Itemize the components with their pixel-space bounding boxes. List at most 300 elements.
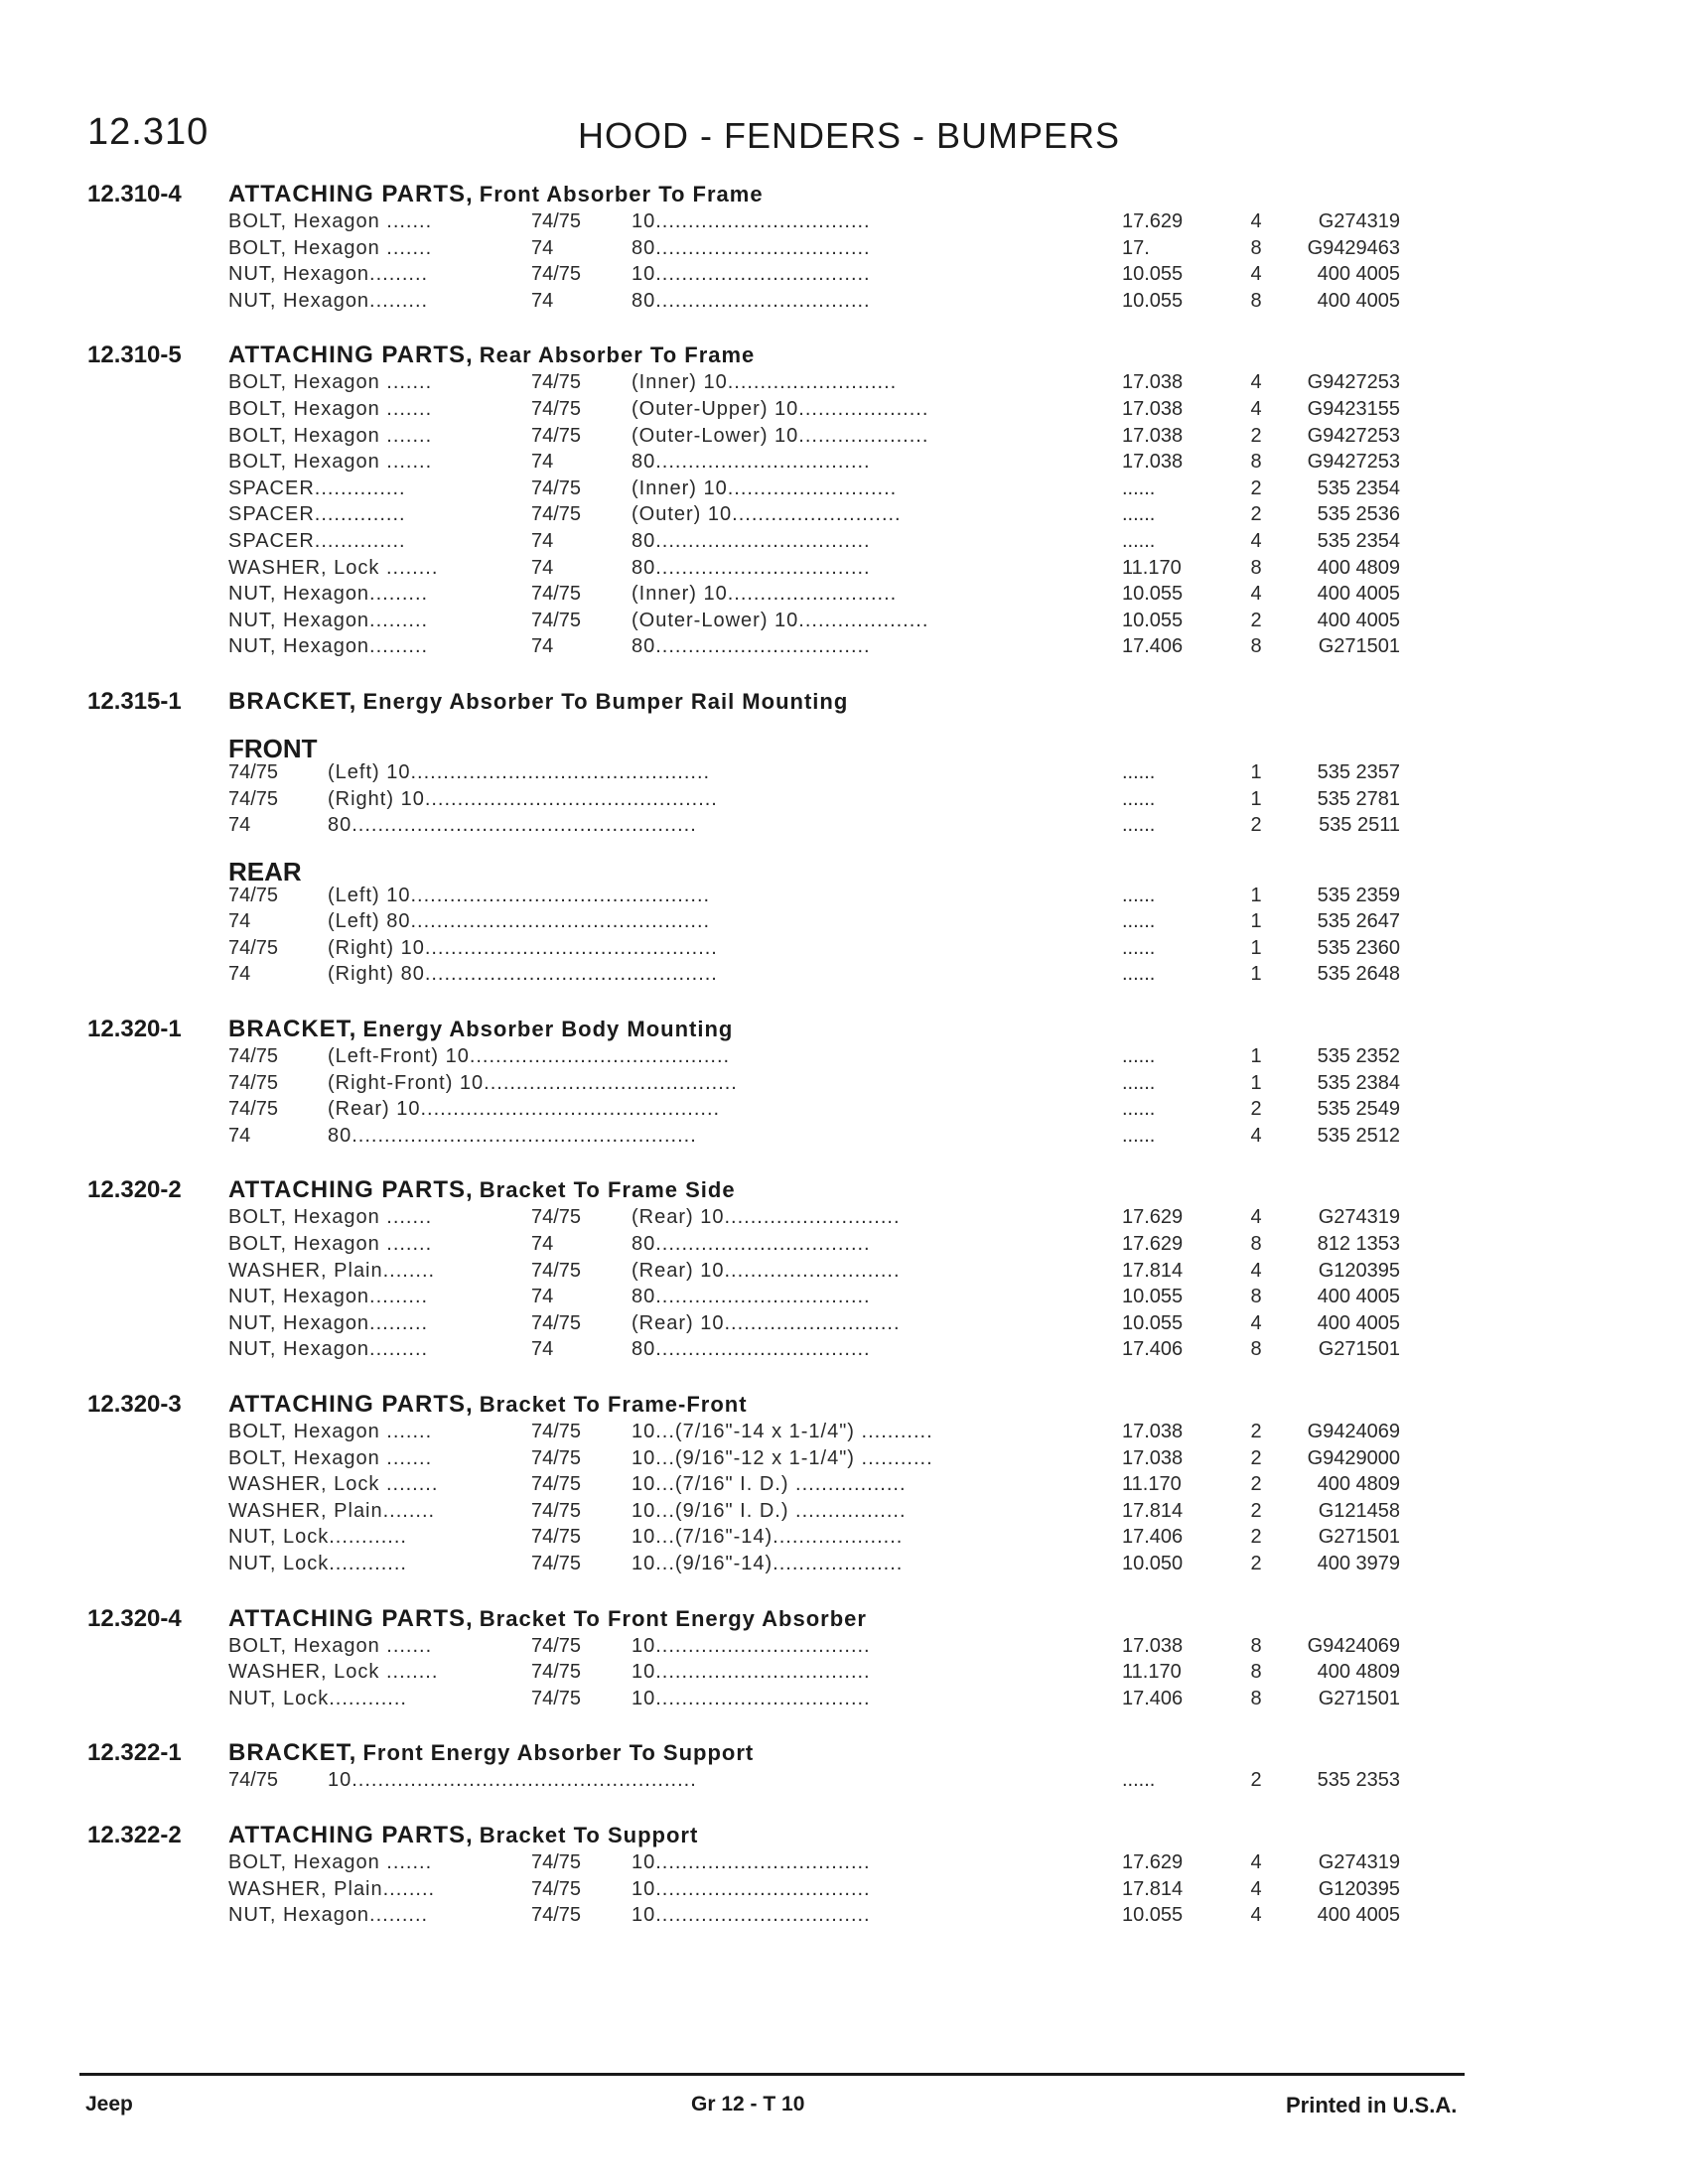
parts-row bbox=[0, 263, 1688, 290]
part-description: 80................................. bbox=[632, 1233, 871, 1256]
part-description: (Outer-Lower) 10.................... bbox=[632, 609, 929, 631]
parts-section bbox=[0, 1016, 1688, 1151]
section-number: 12.315-1 bbox=[87, 687, 182, 715]
section-title bbox=[228, 1176, 736, 1204]
quantity: 1 bbox=[1250, 760, 1262, 783]
part-name: BOLT, Hexagon ....... bbox=[228, 451, 433, 474]
catalog-number: 17.814 bbox=[1122, 1877, 1184, 1900]
parts-row bbox=[0, 1904, 1688, 1931]
part-description: 10................................. bbox=[632, 210, 871, 232]
section-header bbox=[0, 1176, 1688, 1206]
part-number: 535 2359 bbox=[1317, 884, 1400, 906]
quantity: 4 bbox=[1250, 210, 1262, 232]
parts-section bbox=[0, 181, 1688, 316]
model-year: 74/75 bbox=[531, 210, 582, 232]
parts-section bbox=[0, 1176, 1688, 1365]
catalog-number: ...... bbox=[1122, 503, 1156, 526]
section-title-bold: ATTACHING PARTS, bbox=[228, 1604, 474, 1632]
catalog-number: ...... bbox=[1122, 963, 1156, 986]
quantity: 2 bbox=[1250, 1526, 1262, 1549]
part-description: (Inner) 10.......................... bbox=[632, 371, 898, 394]
part-number: 400 4809 bbox=[1317, 1661, 1400, 1684]
part-description: 10................................. bbox=[632, 263, 871, 286]
part-name: BOLT, Hexagon ....... bbox=[228, 397, 433, 420]
parts-row bbox=[0, 937, 1688, 964]
part-description: (Rear) 10........................... bbox=[632, 1311, 901, 1334]
part-description: 10...(9/16"-12 x 1-1/4") ........... bbox=[632, 1446, 933, 1469]
section-number: 12.310-5 bbox=[87, 341, 182, 369]
section-title-bold: BRACKET, bbox=[228, 1016, 357, 1043]
part-number: G9423155 bbox=[1307, 397, 1400, 420]
catalog-number: 10.055 bbox=[1122, 1311, 1184, 1334]
model-year: 74/75 bbox=[228, 787, 279, 810]
model-year: 74/75 bbox=[531, 424, 582, 447]
model-year: 74 bbox=[531, 635, 554, 658]
page-title: HOOD - FENDERS - BUMPERS bbox=[577, 115, 1121, 156]
quantity: 4 bbox=[1250, 1259, 1262, 1282]
model-year: 74/75 bbox=[531, 1526, 582, 1549]
part-number: 535 2352 bbox=[1317, 1045, 1400, 1068]
parts-row bbox=[0, 963, 1688, 990]
part-name: NUT, Hexagon......... bbox=[228, 1311, 429, 1334]
quantity: 8 bbox=[1250, 1338, 1262, 1361]
model-year: 74 bbox=[531, 1286, 554, 1308]
model-year: 74/75 bbox=[531, 1446, 582, 1469]
quantity: 2 bbox=[1250, 1499, 1262, 1522]
quantity: 1 bbox=[1250, 884, 1262, 906]
model-year: 74/75 bbox=[531, 1206, 582, 1229]
part-number: G9427253 bbox=[1307, 371, 1400, 394]
parts-row bbox=[0, 1500, 1688, 1527]
section-title-bold: ATTACHING PARTS, bbox=[228, 1391, 474, 1418]
part-description: 10................................. bbox=[632, 1850, 871, 1873]
quantity: 8 bbox=[1250, 556, 1262, 579]
page-number: 12.310 bbox=[87, 111, 210, 153]
subgroup-label-text: FRONT bbox=[228, 733, 318, 763]
parts-row bbox=[0, 557, 1688, 584]
part-description: 10..................................................... bbox=[328, 1769, 697, 1792]
parts-row bbox=[0, 290, 1688, 317]
section-header bbox=[0, 1822, 1688, 1851]
part-name: BOLT, Hexagon ....... bbox=[228, 236, 433, 259]
part-description: 10...(9/16" I. D.) ................. bbox=[632, 1499, 907, 1522]
section-title-rest: Front Energy Absorber To Support bbox=[362, 1740, 755, 1766]
quantity: 2 bbox=[1250, 609, 1262, 631]
part-number: 400 4005 bbox=[1317, 609, 1400, 631]
model-year: 74/75 bbox=[228, 1071, 279, 1094]
quantity: 2 bbox=[1250, 424, 1262, 447]
part-description: (Outer-Lower) 10.................... bbox=[632, 424, 929, 447]
part-number: 400 4005 bbox=[1317, 1311, 1400, 1334]
parts-list bbox=[0, 181, 1688, 1957]
parts-row bbox=[0, 1206, 1688, 1233]
part-description: (Inner) 10.......................... bbox=[632, 583, 898, 606]
catalog-number: ...... bbox=[1122, 1045, 1156, 1068]
catalog-number: 17.629 bbox=[1122, 1206, 1184, 1229]
part-number: G120395 bbox=[1318, 1259, 1400, 1282]
parts-row bbox=[0, 451, 1688, 478]
part-name: SPACER.............. bbox=[228, 503, 406, 526]
model-year: 74/75 bbox=[531, 1634, 582, 1657]
part-number: 535 2384 bbox=[1317, 1071, 1400, 1094]
section-number: 12.320-3 bbox=[87, 1391, 182, 1418]
part-description: 80................................. bbox=[632, 236, 871, 259]
parts-row bbox=[0, 1260, 1688, 1287]
parts-row bbox=[0, 1473, 1688, 1500]
part-name: WASHER, Plain........ bbox=[228, 1259, 436, 1282]
part-name: BOLT, Hexagon ....... bbox=[228, 1446, 433, 1469]
section-title bbox=[228, 1391, 748, 1419]
subgroup-label bbox=[0, 855, 1688, 885]
part-description: 80................................. bbox=[632, 451, 871, 474]
model-year: 74/75 bbox=[531, 1850, 582, 1873]
section-title-bold: ATTACHING PARTS, bbox=[228, 1176, 474, 1204]
quantity: 2 bbox=[1250, 1421, 1262, 1442]
part-name: BOLT, Hexagon ....... bbox=[228, 1233, 433, 1256]
part-number: G9427253 bbox=[1307, 451, 1400, 474]
catalog-number: 11.170 bbox=[1122, 1661, 1182, 1684]
part-description: 10................................. bbox=[632, 1661, 871, 1684]
part-description: (Right-Front) 10....................................... bbox=[328, 1071, 738, 1094]
model-year: 74/75 bbox=[531, 371, 582, 394]
part-name: WASHER, Lock ........ bbox=[228, 1661, 439, 1684]
part-name: BOLT, Hexagon ....... bbox=[228, 1634, 433, 1657]
quantity: 4 bbox=[1250, 583, 1262, 606]
section-title-bold: ATTACHING PARTS, bbox=[228, 1821, 474, 1848]
quantity: 4 bbox=[1250, 1877, 1262, 1900]
parts-row bbox=[0, 1338, 1688, 1365]
section-title bbox=[228, 1739, 754, 1767]
model-year: 74/75 bbox=[531, 1877, 582, 1900]
parts-row bbox=[0, 1098, 1688, 1125]
model-year: 74/75 bbox=[531, 1687, 582, 1709]
model-year: 74/75 bbox=[228, 1769, 279, 1792]
quantity: 8 bbox=[1250, 1661, 1262, 1684]
parts-row bbox=[0, 910, 1688, 937]
parts-row bbox=[0, 1312, 1688, 1339]
catalog-number: 17.406 bbox=[1122, 1526, 1184, 1549]
parts-row bbox=[0, 1878, 1688, 1905]
model-year: 74 bbox=[531, 1338, 554, 1361]
parts-row bbox=[0, 503, 1688, 530]
model-year: 74/75 bbox=[228, 1045, 279, 1068]
model-year: 74/75 bbox=[531, 503, 582, 526]
parts-row bbox=[0, 885, 1688, 911]
part-description: (Right) 10............................................. bbox=[328, 936, 718, 959]
part-number: G274319 bbox=[1318, 1206, 1400, 1229]
section-title-rest: Energy Absorber Body Mounting bbox=[362, 1017, 734, 1042]
model-year: 74/75 bbox=[531, 583, 582, 606]
part-name: NUT, Hexagon......... bbox=[228, 289, 429, 312]
catalog-number: 17.038 bbox=[1122, 371, 1184, 394]
part-number: G121458 bbox=[1318, 1499, 1400, 1522]
part-description: (Left-Front) 10........................................ bbox=[328, 1045, 731, 1068]
section-header bbox=[0, 688, 1688, 718]
section-title-bold: ATTACHING PARTS, bbox=[228, 341, 474, 369]
part-number: G271501 bbox=[1318, 1526, 1400, 1549]
catalog-number: 10.055 bbox=[1122, 583, 1184, 606]
quantity: 2 bbox=[1250, 814, 1262, 837]
part-description: 10................................. bbox=[632, 1904, 871, 1927]
catalog-number: 17.038 bbox=[1122, 1634, 1184, 1657]
catalog-number: 11.170 bbox=[1122, 556, 1182, 579]
part-name: NUT, Hexagon......... bbox=[228, 609, 429, 631]
part-description: (Rear) 10.............................................. bbox=[328, 1098, 721, 1121]
part-number: 400 4809 bbox=[1317, 1473, 1400, 1496]
section-header bbox=[0, 341, 1688, 371]
quantity: 2 bbox=[1250, 503, 1262, 526]
quantity: 8 bbox=[1250, 1286, 1262, 1308]
quantity: 8 bbox=[1250, 1233, 1262, 1256]
catalog-number: 17.629 bbox=[1122, 1233, 1184, 1256]
parts-row bbox=[0, 237, 1688, 264]
section-header bbox=[0, 1391, 1688, 1421]
part-number: G9429463 bbox=[1307, 236, 1400, 259]
parts-row bbox=[0, 1072, 1688, 1099]
part-number: 535 2781 bbox=[1317, 787, 1400, 810]
parts-row bbox=[0, 1421, 1688, 1447]
catalog-number: 17.814 bbox=[1122, 1499, 1184, 1522]
catalog-number: 17.406 bbox=[1122, 1687, 1184, 1709]
part-number: 400 4005 bbox=[1317, 583, 1400, 606]
part-number: G274319 bbox=[1318, 1850, 1400, 1873]
part-name: BOLT, Hexagon ....... bbox=[228, 1421, 433, 1442]
catalog-number: 17.406 bbox=[1122, 635, 1184, 658]
quantity: 2 bbox=[1250, 1473, 1262, 1496]
model-year: 74 bbox=[228, 910, 251, 933]
catalog-number: ...... bbox=[1122, 884, 1156, 906]
parts-row bbox=[0, 814, 1688, 841]
part-number: 400 4005 bbox=[1317, 289, 1400, 312]
quantity: 4 bbox=[1250, 529, 1262, 552]
catalog-number: 17.629 bbox=[1122, 1850, 1184, 1873]
quantity: 4 bbox=[1250, 263, 1262, 286]
section-header bbox=[0, 1739, 1688, 1769]
section-header bbox=[0, 1016, 1688, 1045]
model-year: 74 bbox=[531, 1233, 554, 1256]
part-description: (Left) 10.............................................. bbox=[328, 884, 711, 906]
section-title bbox=[228, 1822, 698, 1849]
part-number: G9424069 bbox=[1307, 1634, 1400, 1657]
footer-rule bbox=[79, 2073, 1465, 2076]
model-year: 74 bbox=[228, 963, 251, 986]
section-number: 12.310-4 bbox=[87, 181, 182, 207]
section-title-rest: Energy Absorber To Bumper Rail Mounting bbox=[362, 688, 849, 714]
quantity: 1 bbox=[1250, 910, 1262, 933]
quantity: 1 bbox=[1250, 936, 1262, 959]
part-number: 400 4809 bbox=[1317, 556, 1400, 579]
parts-row bbox=[0, 761, 1688, 788]
part-number: 535 2549 bbox=[1317, 1098, 1400, 1121]
part-number: G9424069 bbox=[1307, 1421, 1400, 1442]
part-number: 400 4005 bbox=[1317, 263, 1400, 286]
parts-row bbox=[0, 478, 1688, 504]
part-number: G9427253 bbox=[1307, 424, 1400, 447]
parts-row bbox=[0, 1233, 1688, 1260]
section-number: 12.320-2 bbox=[87, 1176, 182, 1204]
part-description: 10................................. bbox=[632, 1687, 871, 1709]
section-title bbox=[228, 1016, 733, 1043]
part-description: 10................................. bbox=[632, 1634, 871, 1657]
section-title-rest: Bracket To Frame Side bbox=[479, 1177, 736, 1203]
part-name: SPACER.............. bbox=[228, 529, 406, 552]
part-name: NUT, Hexagon......... bbox=[228, 1338, 429, 1361]
quantity: 4 bbox=[1250, 397, 1262, 420]
section-title bbox=[228, 1605, 867, 1633]
part-name: SPACER.............. bbox=[228, 477, 406, 499]
footer-brand: Jeep bbox=[85, 2093, 133, 2116]
parts-row bbox=[0, 1526, 1688, 1553]
parts-row bbox=[0, 425, 1688, 452]
catalog-number: ...... bbox=[1122, 936, 1156, 959]
part-description: (Rear) 10........................... bbox=[632, 1206, 901, 1229]
part-description: 80................................. bbox=[632, 635, 871, 658]
part-name: NUT, Hexagon......... bbox=[228, 583, 429, 606]
catalog-number: 17.038 bbox=[1122, 424, 1184, 447]
part-number: 535 2353 bbox=[1317, 1769, 1400, 1792]
parts-row bbox=[0, 610, 1688, 636]
part-number: G274319 bbox=[1318, 210, 1400, 232]
part-number: G9429000 bbox=[1307, 1446, 1400, 1469]
part-number: 400 3979 bbox=[1317, 1552, 1400, 1574]
parts-row bbox=[0, 398, 1688, 425]
catalog-number: ...... bbox=[1122, 814, 1156, 837]
model-year: 74/75 bbox=[531, 609, 582, 631]
catalog-number: 17.814 bbox=[1122, 1259, 1184, 1282]
model-year: 74 bbox=[228, 1124, 251, 1147]
quantity: 2 bbox=[1250, 1098, 1262, 1121]
parts-row bbox=[0, 635, 1688, 662]
quantity: 8 bbox=[1250, 1634, 1262, 1657]
part-description: 80................................. bbox=[632, 289, 871, 312]
catalog-number: 17.406 bbox=[1122, 1338, 1184, 1361]
part-name: NUT, Hexagon......... bbox=[228, 1904, 429, 1927]
part-description: 80................................. bbox=[632, 1286, 871, 1308]
model-year: 74/75 bbox=[531, 477, 582, 499]
part-name: WASHER, Lock ........ bbox=[228, 556, 439, 579]
model-year: 74 bbox=[228, 814, 251, 837]
quantity: 1 bbox=[1250, 1045, 1262, 1068]
catalog-number: 17.038 bbox=[1122, 1446, 1184, 1469]
catalog-number: ...... bbox=[1122, 1071, 1156, 1094]
section-title bbox=[228, 688, 848, 716]
part-name: BOLT, Hexagon ....... bbox=[228, 1206, 433, 1229]
part-name: NUT, Hexagon......... bbox=[228, 635, 429, 658]
section-title bbox=[228, 181, 764, 208]
model-year: 74/75 bbox=[531, 1904, 582, 1927]
quantity: 8 bbox=[1250, 1687, 1262, 1709]
parts-row bbox=[0, 1851, 1688, 1878]
part-description: 10...(7/16"-14).................... bbox=[632, 1526, 904, 1549]
catalog-number: ...... bbox=[1122, 760, 1156, 783]
section-number: 12.320-4 bbox=[87, 1604, 182, 1632]
part-description: (Outer-Upper) 10.................... bbox=[632, 397, 929, 420]
model-year: 74 bbox=[531, 556, 554, 579]
subgroup-label-text: REAR bbox=[228, 856, 302, 887]
model-year: 74/75 bbox=[531, 1552, 582, 1574]
model-year: 74/75 bbox=[531, 397, 582, 420]
parts-row bbox=[0, 530, 1688, 557]
part-number: 535 2648 bbox=[1317, 963, 1400, 986]
part-number: 535 2536 bbox=[1317, 503, 1400, 526]
section-title-bold: BRACKET, bbox=[228, 687, 357, 715]
part-number: 535 2647 bbox=[1317, 910, 1400, 933]
section-number: 12.322-1 bbox=[87, 1739, 182, 1767]
subgroup-label bbox=[0, 732, 1688, 761]
part-description: (Rear) 10........................... bbox=[632, 1259, 901, 1282]
model-year: 74 bbox=[531, 529, 554, 552]
model-year: 74 bbox=[531, 236, 554, 259]
catalog-number: 10.055 bbox=[1122, 1286, 1184, 1308]
parts-row bbox=[0, 1688, 1688, 1714]
quantity: 1 bbox=[1250, 787, 1262, 810]
part-description: 80................................. bbox=[632, 1338, 871, 1361]
parts-section bbox=[0, 1605, 1688, 1714]
parts-section bbox=[0, 1739, 1688, 1796]
quantity: 2 bbox=[1250, 1552, 1262, 1574]
parts-row bbox=[0, 1661, 1688, 1688]
model-year: 74/75 bbox=[531, 1499, 582, 1522]
part-number: 535 2512 bbox=[1317, 1124, 1400, 1147]
part-number: 535 2354 bbox=[1317, 529, 1400, 552]
part-name: NUT, Lock............ bbox=[228, 1526, 407, 1549]
section-title-rest: Bracket To Frame-Front bbox=[479, 1392, 748, 1417]
part-number: 400 4005 bbox=[1317, 1286, 1400, 1308]
catalog-number: ...... bbox=[1122, 477, 1156, 499]
part-description: (Left) 80.............................................. bbox=[328, 910, 711, 933]
part-name: BOLT, Hexagon ....... bbox=[228, 424, 433, 447]
quantity: 8 bbox=[1250, 635, 1262, 658]
part-description: 80................................. bbox=[632, 556, 871, 579]
parts-section bbox=[0, 341, 1688, 662]
section-title-rest: Bracket To Support bbox=[479, 1822, 699, 1847]
section-title-bold: BRACKET, bbox=[228, 1739, 357, 1767]
model-year: 74/75 bbox=[228, 760, 279, 783]
part-name: WASHER, Lock ........ bbox=[228, 1473, 439, 1496]
part-number: 812 1353 bbox=[1317, 1233, 1400, 1256]
part-description: 10...(7/16"-14 x 1-1/4") ........... bbox=[632, 1421, 933, 1442]
part-name: WASHER, Plain........ bbox=[228, 1499, 436, 1522]
model-year: 74/75 bbox=[228, 936, 279, 959]
part-number: 535 2357 bbox=[1317, 760, 1400, 783]
catalog-number: 17.038 bbox=[1122, 1421, 1184, 1442]
parts-row bbox=[0, 1769, 1688, 1796]
catalog-number: 10.055 bbox=[1122, 1904, 1184, 1927]
section-number: 12.322-2 bbox=[87, 1821, 182, 1848]
quantity: 4 bbox=[1250, 1311, 1262, 1334]
model-year: 74/75 bbox=[531, 1311, 582, 1334]
catalog-number: 10.050 bbox=[1122, 1552, 1184, 1574]
part-name: NUT, Hexagon......... bbox=[228, 263, 429, 286]
model-year: 74/75 bbox=[531, 1421, 582, 1442]
model-year: 74 bbox=[531, 451, 554, 474]
part-description: 80..................................................... bbox=[328, 1124, 697, 1147]
model-year: 74 bbox=[531, 289, 554, 312]
section-title-rest: Bracket To Front Energy Absorber bbox=[479, 1605, 867, 1631]
part-number: G271501 bbox=[1318, 1338, 1400, 1361]
catalog-number: ...... bbox=[1122, 529, 1156, 552]
catalog-number: 17.038 bbox=[1122, 397, 1184, 420]
parts-row bbox=[0, 1286, 1688, 1312]
catalog-number: ...... bbox=[1122, 1098, 1156, 1121]
section-header bbox=[0, 181, 1688, 210]
model-year: 74/75 bbox=[228, 1098, 279, 1121]
footer-group-ref: Gr 12 - T 10 bbox=[691, 2093, 805, 2116]
parts-row bbox=[0, 788, 1688, 815]
parts-section bbox=[0, 1822, 1688, 1931]
part-name: NUT, Lock............ bbox=[228, 1552, 407, 1574]
model-year: 74/75 bbox=[531, 1473, 582, 1496]
